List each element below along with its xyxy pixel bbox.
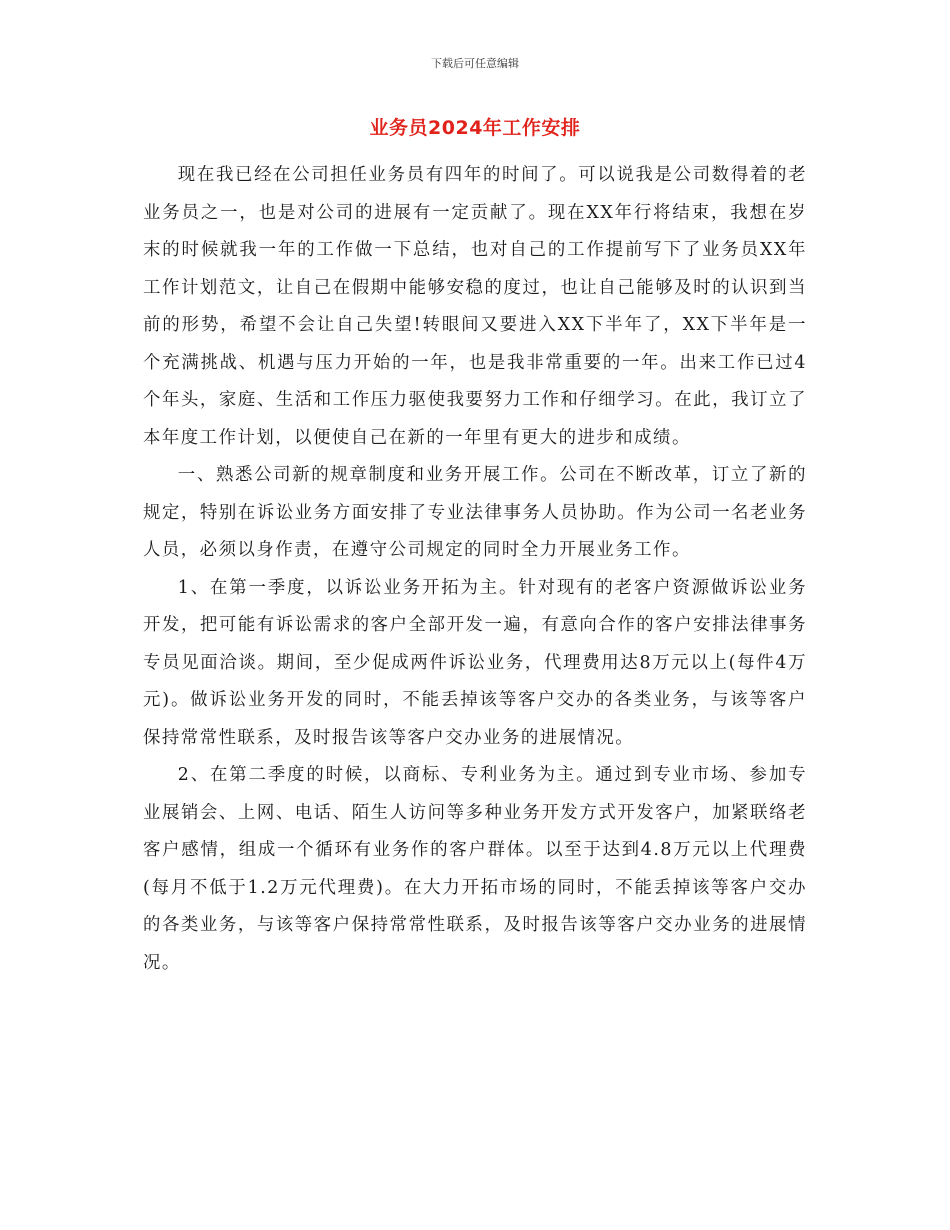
document-body [143,157,807,982]
paragraph-section-1: 一、熟悉公司新的规章制度和业务开展工作。公司在不断改革，订立了新的规定，特别在诉讼业务方面安排了专业法律事务人员协助。作为公司一名老业务人员，必须以身作责，在遵守公司规定的同时全力开展业务工作。 [143,465,807,560]
paragraph-item-1: 1、在第一季度，以诉讼业务开拓为主。针对现有的老客户资源做诉讼业务开发，把可能有诉讼需求的客户全部开发一遍，有意向合作的客户安排法律事务专员见面洽谈。期间，至少促成两件诉讼业务，代理费用达8万元以上(每件4万元)。做诉讼业务开发的同时，不能丢掉该等客户交办的各类业务，与该等客户保持常常性联系，及时报告该等客户交办业务的进展情况。 [143,577,807,748]
paragraph-intro: 现在我已经在公司担任业务员有四年的时间了。可以说我是公司数得着的老业务员之一，也是对公司的进展有一定贡献了。现在XX年行将结束，我想在岁末的时候就我一年的工作做一下总结，也对自己的工作提前写下了业务员XX年工作计划范文，让自己在假期中能够安稳的度过，也让自己能够及时的认识到当前的形势，希望不会让自己失望!转眼间又要进入XX下半年了，XX下半年是一个充满挑战、机遇与压力开始的一年，也是我非常重要的一年。出来工作已过4个年头，家庭、生活和工作压力驱使我要努力工作和仔细学习。在此，我订立了本年度工作计划，以便使自己在新的一年里有更大的进步和成绩。 [143,165,807,448]
header-note: 下载后可任意编辑 [431,57,519,70]
paragraph-item-2: 2、在第二季度的时候，以商标、专利业务为主。通过到专业市场、参加专业展销会、上网、电话、陌生人访问等多种业务开发方式开发客户，加紧联络老客户感情，组成一个循环有业务作的客户群体。以至于达到4.8万元以上代理费(每月不低于1.2万元代理费)。在大力开拓市场的同时，不能丢掉该等客户交办的各类业务，与该等客户保持常常性联系，及时报告该等客户交办业务的进展情况。 [143,765,807,973]
document-title: 业务员2024年工作安排 [369,117,581,139]
